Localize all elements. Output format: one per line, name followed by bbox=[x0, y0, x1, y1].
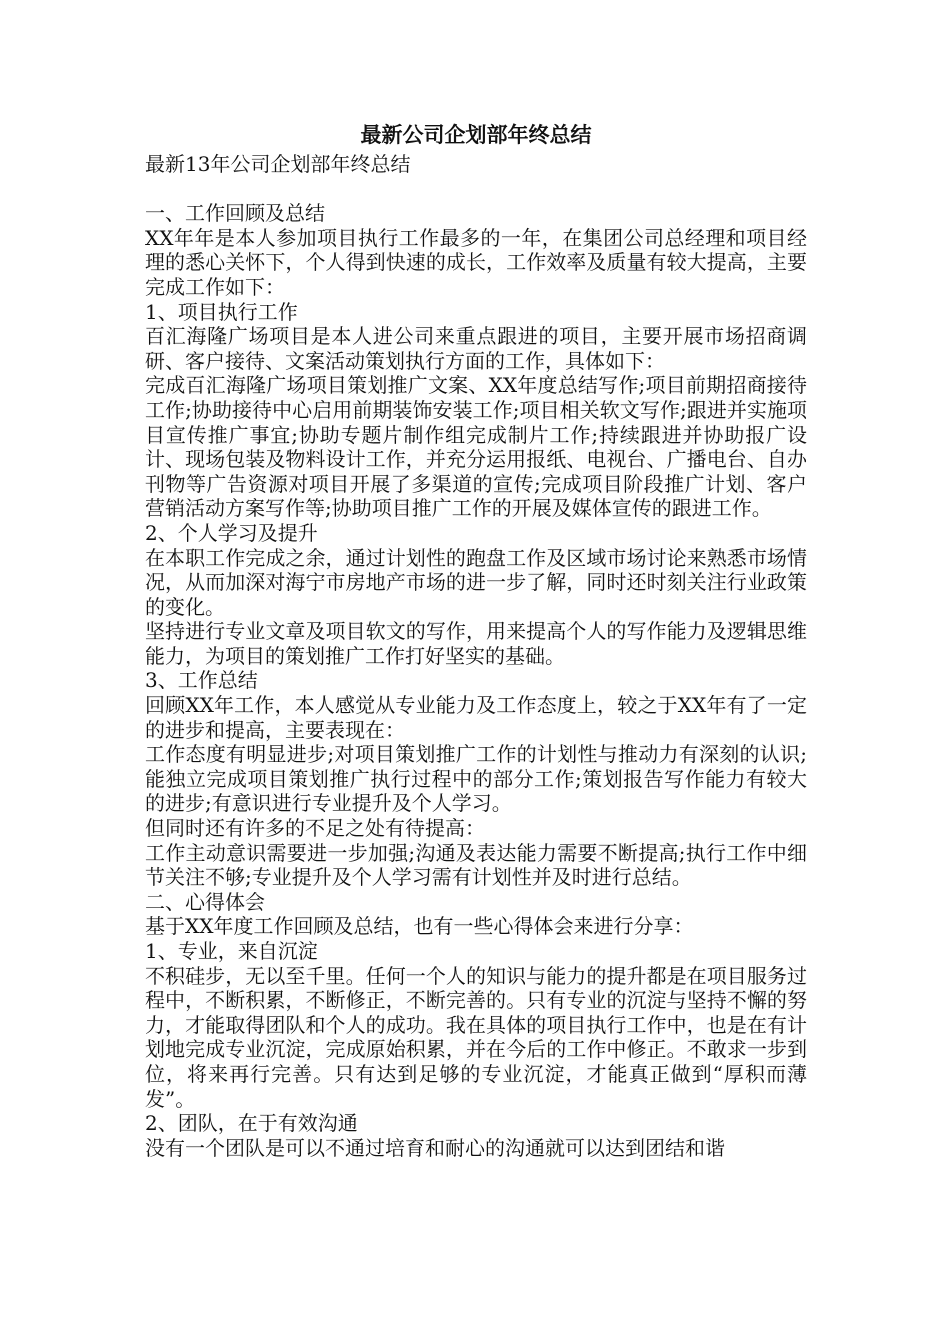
body-paragraph: 没有一个团队是可以不通过培育和耐心的沟通就可以达到团结和谐 bbox=[145, 1135, 725, 1160]
subsection-heading: 2、团队，在于有效沟通 bbox=[145, 1111, 358, 1136]
body-paragraph: 坚持进行专业文章及项目软文的写作，用来提高个人的写作能力及逻辑思维能力，为项目的策划推广工作打好坚实的基础。 bbox=[145, 619, 807, 668]
body-paragraph: 百汇海隆广场项目是本人进公司来重点跟进的项目，主要开展市场招商调研、客户接待、文案活动策划执行方面的工作，具体如下： bbox=[145, 324, 807, 373]
body-paragraph: 基于XX年度工作回顾及总结，也有一些心得体会来进行分享： bbox=[145, 914, 694, 939]
section-heading-1: 一、工作回顾及总结 bbox=[145, 201, 325, 226]
subsection-heading: 1、项目执行工作 bbox=[145, 299, 298, 324]
subsection-heading: 1、专业，来自沉淀 bbox=[145, 939, 318, 963]
subsection-heading: 2、个人学习及提升 bbox=[145, 520, 318, 545]
document-body bbox=[145, 152, 807, 1160]
body-paragraph: 工作态度有明显进步;对项目策划推广工作的计划性与推动力有深刻的认识;能独立完成项目策划推广执行过程中的部分工作;策划报告写作能力有较大的进步;有意识进行专业提升及个人学习。 bbox=[145, 742, 807, 816]
body-paragraph: 但同时还有许多的不足之处有待提高： bbox=[145, 816, 485, 841]
subsection-heading: 3、工作总结 bbox=[145, 668, 258, 693]
body-paragraph: XX年年是本人参加项目执行工作最多的一年，在集团公司总经理和项目经理的悉心关怀下，个人得到快速的成长，工作效率及质量有较大提高，主要完成工作如下： bbox=[145, 225, 807, 299]
document-page bbox=[145, 118, 807, 1160]
body-paragraph: 完成百汇海隆广场项目策划推广文案、XX年度总结写作;项目前期招商接待工作;协助接待中心启用前期装饰安装工作;项目相关软文写作;跟进并实施项目宣传推广事宜;协助专题片制作组完成制片工作;持续跟进并协助报广设计、现场包装及物料设计工作，并充分运用报纸、电视台、广播电台、自办刊物等广告资源对项目开展了多渠道的宣传;完成项目阶段推广计划、客户营销活动方案写作等;协助项目推广工作的开展及媒体宣传的跟进工作。 bbox=[145, 373, 807, 521]
blank-line bbox=[145, 177, 807, 202]
document-title: 最新公司企划部年终总结 bbox=[360, 123, 592, 147]
subtitle-paragraph: 最新13年公司企划部年终总结 bbox=[145, 152, 411, 176]
body-paragraph: 工作主动意识需要进一步加强;沟通及表达能力需要不断提高;执行工作中细节关注不够;专业提升及个人学习需有计划性并及时进行总结。 bbox=[145, 840, 807, 890]
body-paragraph: 不积硅步，无以至千里。任何一个人的知识与能力的提升都是在项目服务过程中，不断积累，不断修正，不断完善的。只有专业的沉淀与坚持不懈的努力，才能取得团队和个人的成功。我在具体的项目执行工作中，也是在有计划地完成专业沉淀，完成原始积累，并在今后的工作中修正。不敢求一步到位，将来再行完善。只有达到足够的专业沉淀，才能真正做到“厚积而薄发”。 bbox=[145, 963, 807, 1111]
body-paragraph: 回顾XX年工作，本人感觉从专业能力及工作态度上，较之于XX年有了一定的进步和提高，主要表现在： bbox=[145, 693, 807, 742]
body-paragraph: 在本职工作完成之余，通过计划性的跑盘工作及区域市场讨论来熟悉市场情况，从而加深对海宁市房地产市场的进一步了解，同时还时刻关注行业政策的变化。 bbox=[145, 545, 807, 619]
section-heading-2: 二、心得体会 bbox=[145, 889, 265, 914]
